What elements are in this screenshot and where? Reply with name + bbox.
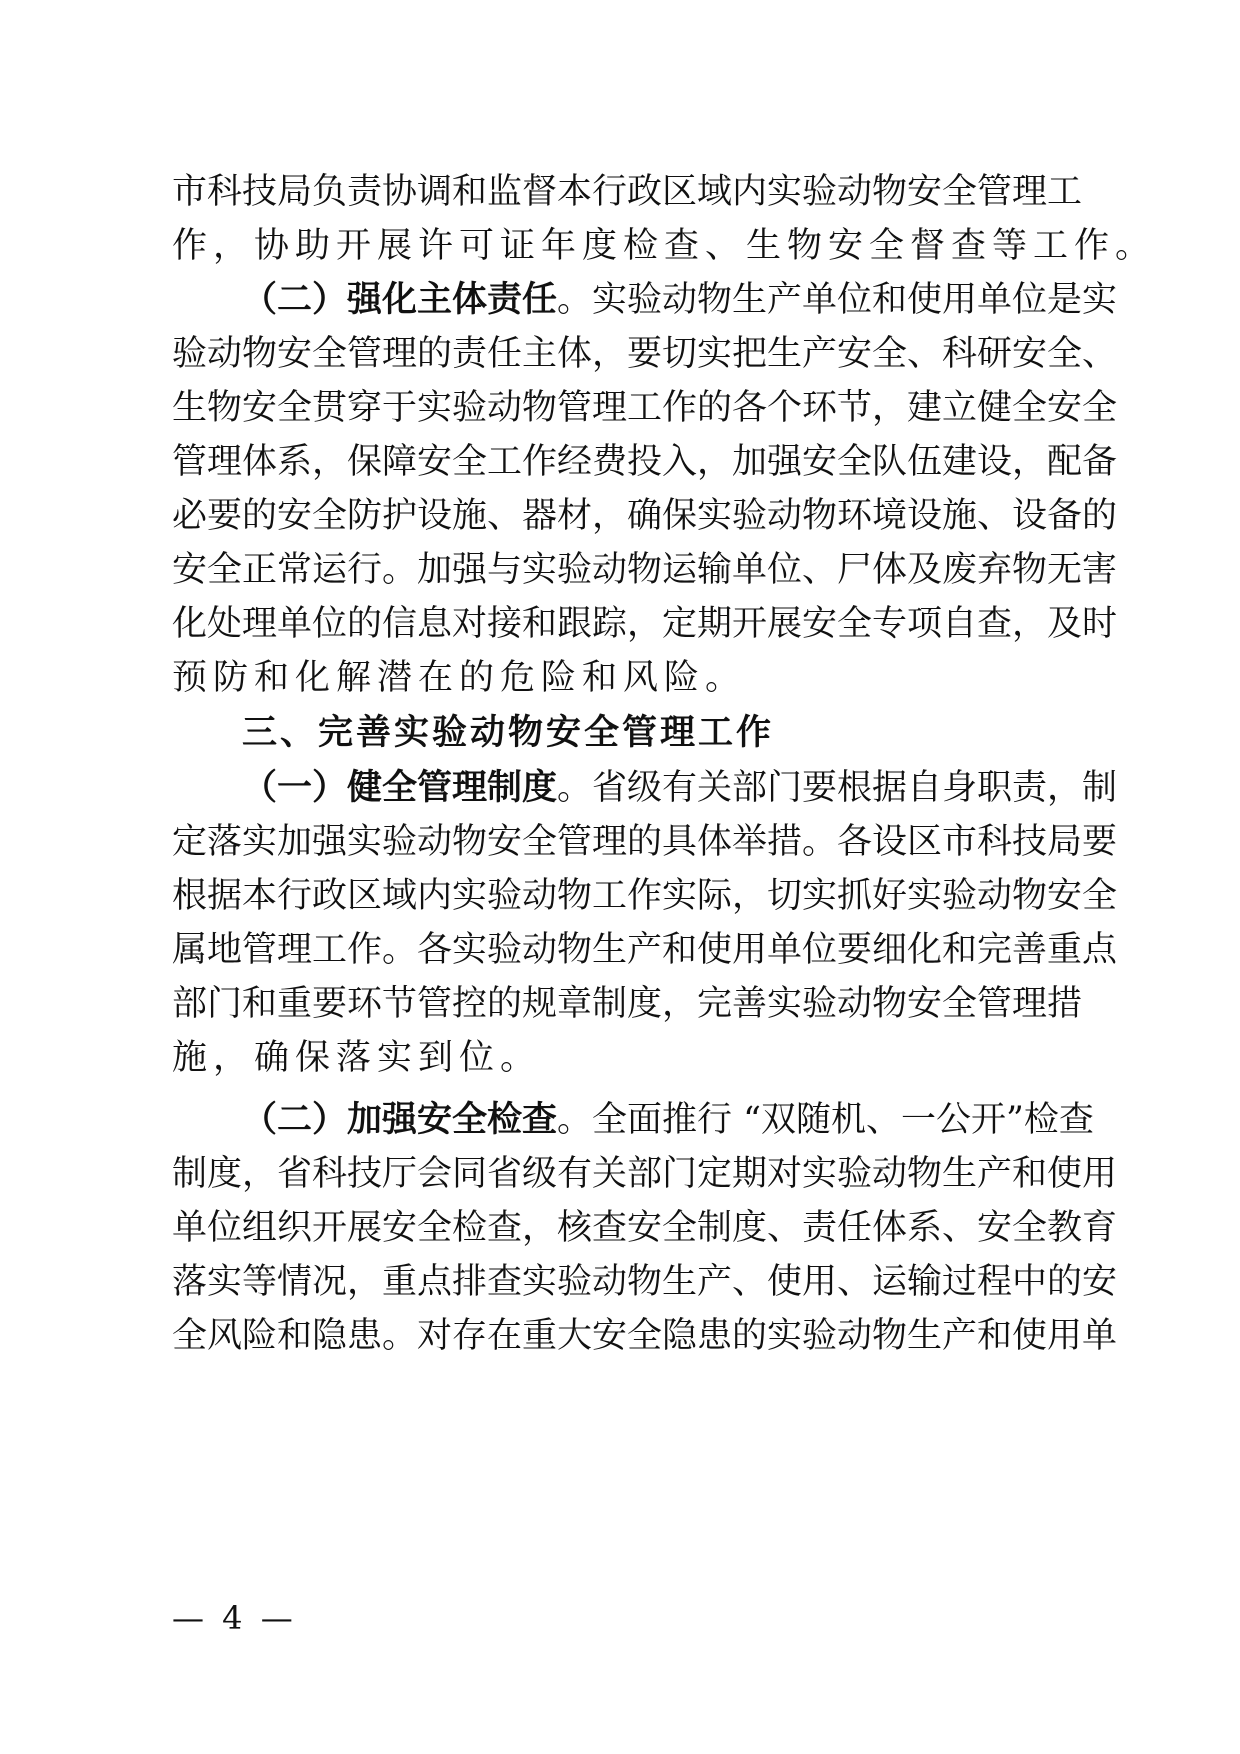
subsection-title: （二）强化主体责任 <box>242 279 558 320</box>
text-line: 单位组织开展安全检查，核查安全制度、责任体系、安全教育 <box>172 1208 1118 1248</box>
text-line: 定落实加强实验动物安全管理的具体举措。各设区市科技局要 <box>172 822 1118 862</box>
paragraph-text: 。实验动物生产单位和使用单位是实 <box>557 280 1118 320</box>
text-line: 制度，省科技厅会同省级有关部门定期对实验动物生产和使用 <box>172 1154 1118 1194</box>
text-line: 作，协助开展许可证年度检查、生物安全督查等工作。 <box>172 226 1157 266</box>
paragraph-first-line <box>242 1090 1094 1150</box>
text-line: 生物安全贯穿于实验动物管理工作的各个环节，建立健全安全 <box>172 388 1118 428</box>
page-number: — 4 — <box>172 1599 297 1637</box>
text-line: 施，确保落实到位。 <box>172 1038 542 1078</box>
paragraph-text: 。省级有关部门要根据自身职责，制 <box>557 768 1118 808</box>
text-line: 市科技局负责协调和监督本行政区域内实验动物安全管理工 <box>172 172 1083 212</box>
text-line: 化处理单位的信息对接和跟踪，定期开展安全专项自查，及时 <box>172 604 1118 644</box>
text-line: 安全正常运行。加强与实验动物运输单位、尸体及废弃物无害 <box>172 550 1118 590</box>
text-line: 预防和化解潜在的危险和风险。 <box>172 658 747 698</box>
text-line: 管理体系，保障安全工作经费投入，加强安全队伍建设，配备 <box>172 442 1118 482</box>
text-line: 落实等情况，重点排查实验动物生产、使用、运输过程中的安 <box>172 1262 1118 1302</box>
subsection-title: （二）加强安全检查 <box>242 1099 558 1140</box>
text-line: 全风险和隐患。对存在重大安全隐患的实验动物生产和使用单 <box>172 1316 1118 1356</box>
text-line: 属地管理工作。各实验动物生产和使用单位要细化和完善重点 <box>172 930 1118 970</box>
text-line: 验动物安全管理的责任主体，要切实把生产安全、科研安全、 <box>172 334 1118 374</box>
text-line: 部门和重要环节管控的规章制度，完善实验动物安全管理措 <box>172 984 1083 1024</box>
subsection-title: （一）健全管理制度 <box>242 767 558 808</box>
section-heading: 三、完善实验动物安全管理工作 <box>242 713 775 753</box>
text-line: 根据本行政区域内实验动物工作实际，切实抓好实验动物安全 <box>172 876 1118 916</box>
paragraph-text: 。全面推行 “双随机、一公开”检查 <box>557 1100 1094 1140</box>
paragraph-first-line <box>242 270 1118 330</box>
text-line: 必要的安全防护设施、器材，确保实验动物环境设施、设备的 <box>172 496 1118 536</box>
paragraph-first-line <box>242 758 1118 818</box>
